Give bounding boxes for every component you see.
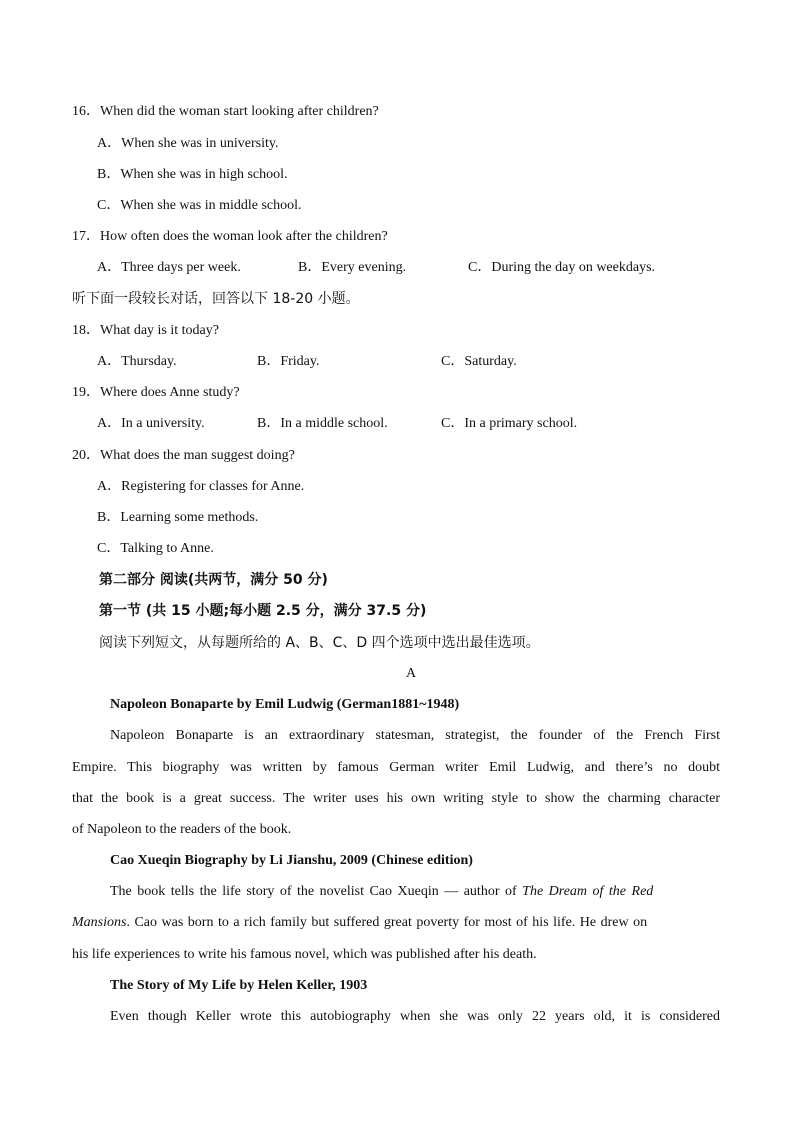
book-2-novel-title-part-1: The Dream of the Red <box>522 884 654 899</box>
question-16-option-a: A．When she was in university. <box>97 136 279 151</box>
book-1-line-4: of Napoleon to the readers of the book. <box>72 822 292 837</box>
book-1-line-3: that the book is a great success. The writer uses his own writing style to show the charming character <box>72 791 720 806</box>
question-18-option-b: B．Friday. <box>257 354 320 369</box>
question-19-option-a: A．In a university. <box>97 416 205 431</box>
question-20-option-c: C．Talking to Anne. <box>97 541 214 556</box>
question-19-option-b: B．In a middle school. <box>257 416 388 431</box>
question-18-option-c: C．Saturday. <box>441 354 517 369</box>
book-2-line-3: his life experiences to write his famous novel, which was published after his death. <box>72 947 537 962</box>
question-19-option-c: C．In a primary school. <box>441 416 578 431</box>
book-2-line-1-text: The book tells the life story of the novelist Cao Xueqin — author of <box>110 884 517 899</box>
question-17-stem: 17．How often does the woman look after the children? <box>72 229 388 244</box>
book-1-title: Napoleon Bonaparte by Emil Ludwig (German1881~1948) <box>110 697 460 712</box>
question-20-option-a: A．Registering for classes for Anne. <box>97 479 305 494</box>
question-16-option-b: B．When she was in high school. <box>97 167 288 182</box>
question-16-option-c: C．When she was in middle school. <box>97 198 302 213</box>
listening-instruction: 听下面一段较长对话，回答以下 18-20 小题。 <box>72 291 360 307</box>
question-18-option-a: A．Thursday. <box>97 354 177 369</box>
question-17-option-c: C．During the day on weekdays. <box>468 260 656 275</box>
book-2-novel-title-part-2: Mansions <box>72 915 127 930</box>
book-2-line-2-text: . Cao was born to a rich family but suffered great poverty for most of his life. He drew on <box>126 915 648 930</box>
book-2-title: Cao Xueqin Biography by Li Jianshu, 2009 (Chinese edition) <box>110 853 473 868</box>
question-20-stem: 20．What does the man suggest doing? <box>72 448 295 463</box>
book-1-line-1: Napoleon Bonaparte is an extraordinary statesman, strategist, the founder of the French First <box>110 728 720 743</box>
reading-part-title: 第二部分 阅读(共两节，满分 50 分) <box>99 572 328 588</box>
question-20-option-b: B．Learning some methods. <box>97 510 259 525</box>
question-19-stem: 19．Where does Anne study? <box>72 385 240 400</box>
book-3-line-1: Even though Keller wrote this autobiography when she was only 22 years old, it is considered <box>110 1009 720 1024</box>
book-3-title: The Story of My Life by Helen Keller, 1903 <box>110 978 368 993</box>
reading-instruction: 阅读下列短文，从每题所给的 A、B、C、D 四个选项中选出最佳选项。 <box>99 635 540 651</box>
book-2-line-1 <box>110 882 653 902</box>
question-16-stem: 16．When did the woman start looking after children? <box>72 104 379 119</box>
question-17-option-b: B．Every evening. <box>298 260 407 275</box>
question-17-option-a: A．Three days per week. <box>97 260 241 275</box>
book-2-line-2 <box>72 913 647 933</box>
reading-section-title: 第一节 (共 15 小题;每小题 2.5 分，满分 37.5 分) <box>99 603 427 619</box>
passage-letter: A <box>405 666 417 681</box>
question-18-stem: 18．What day is it today? <box>72 323 219 338</box>
book-1-line-2: Empire. This biography was written by famous German writer Emil Ludwig, and there’s no doubt <box>72 760 720 775</box>
